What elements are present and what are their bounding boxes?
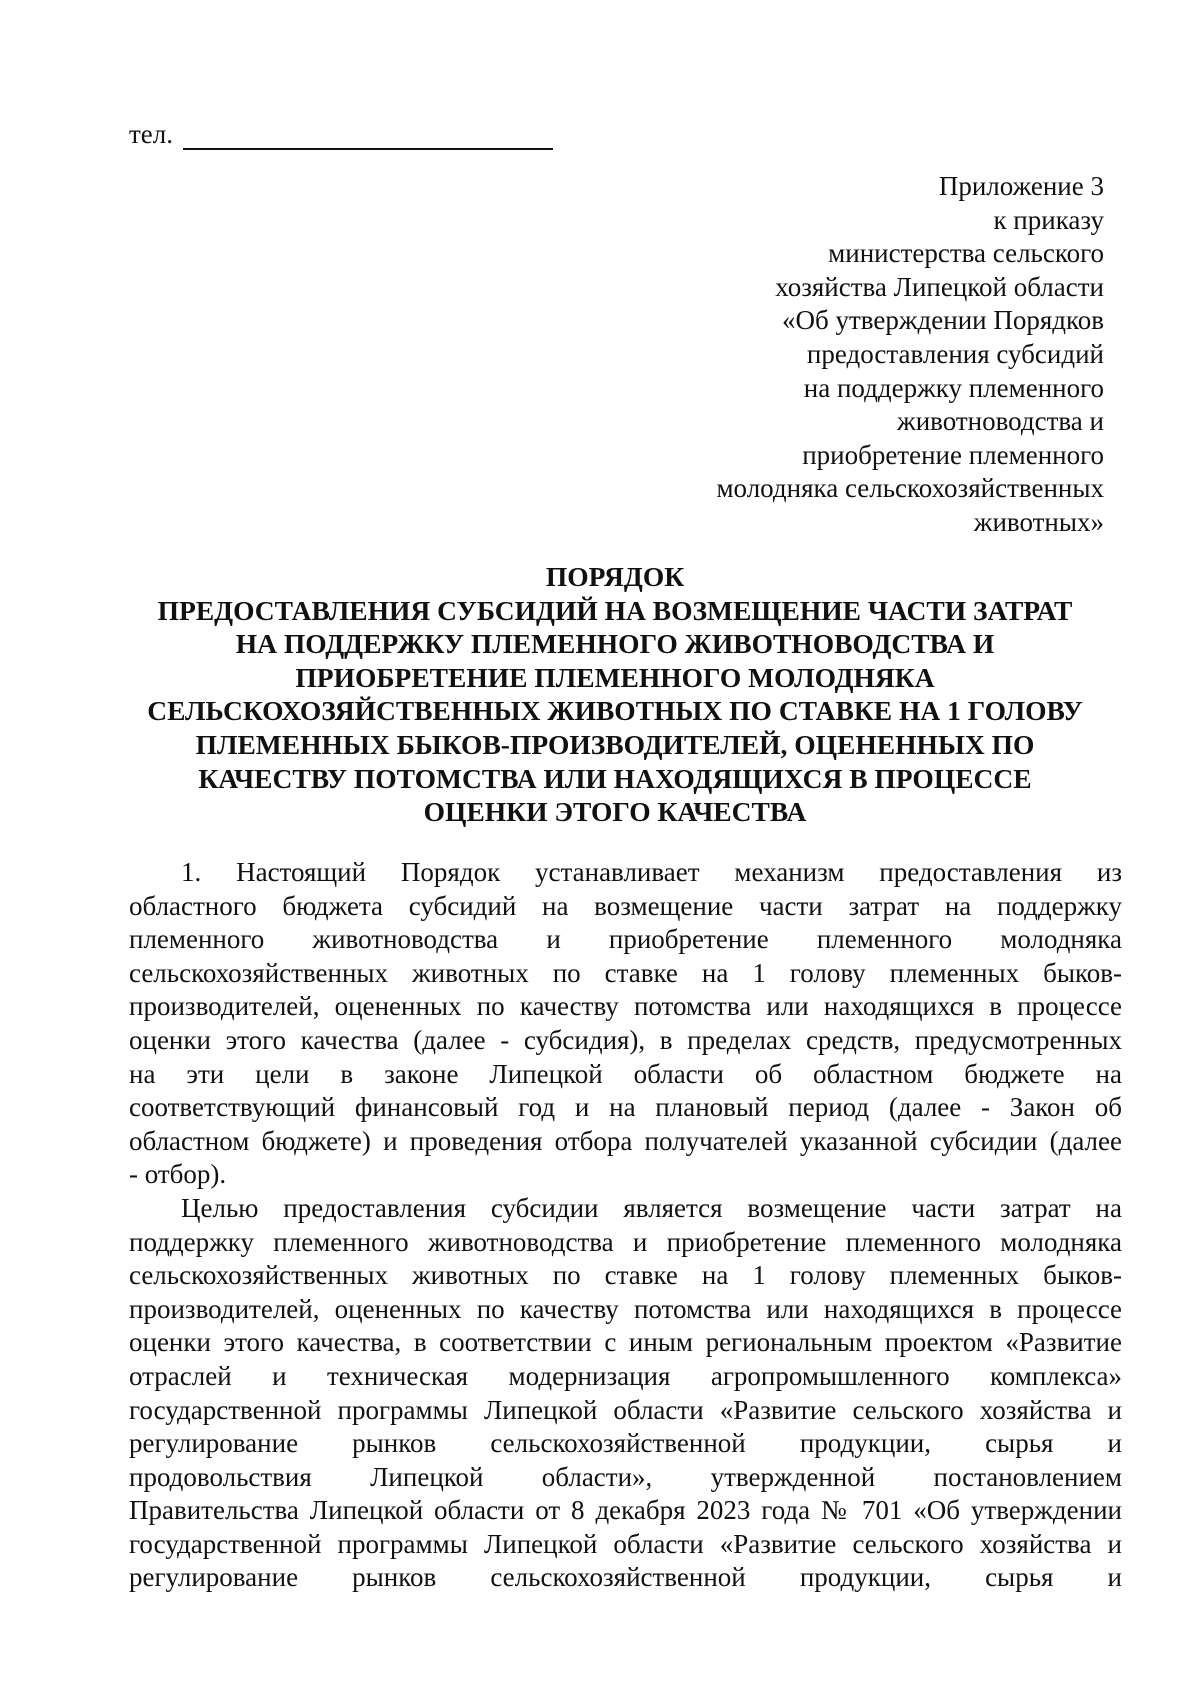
text-line: производителей, оцененных по качеству потомства или находящихся в процессе bbox=[129, 991, 1122, 1022]
document-title bbox=[110, 560, 1120, 829]
appendix-line: Приложение 3 bbox=[938, 171, 1104, 201]
text-line: Целью предоставления субсидии является возмещение части затрат на bbox=[181, 1192, 1122, 1223]
text-line: государственной программы Липецкой области «Развитие сельского хозяйства и bbox=[129, 1394, 1122, 1425]
text-line: оценки этого качества (далее - субсидия), в пределах средств, предусмотренных bbox=[129, 1024, 1122, 1055]
paragraph-2 bbox=[129, 1192, 1122, 1595]
text-line: отраслей и техническая модернизация агропромышленного комплекса» bbox=[129, 1360, 1122, 1391]
title-line: ПРЕДОСТАВЛЕНИЯ СУБСИДИЙ НА ВОЗМЕЩЕНИЕ ЧАСТИ ЗАТРАТ bbox=[157, 594, 1073, 626]
title-line: СЕЛЬСКОХОЗЯЙСТВЕННЫХ ЖИВОТНЫХ ПО СТАВКЕ НА 1 ГОЛОВУ bbox=[147, 695, 1083, 727]
text-line: продовольствия Липецкой области», утвержденной постановлением bbox=[129, 1461, 1122, 1492]
text-line: Правительства Липецкой области от 8 декабря 2023 года № 701 «Об утверждении bbox=[129, 1495, 1122, 1526]
text-line: государственной программы Липецкой области «Развитие сельского хозяйства и bbox=[129, 1528, 1122, 1559]
phone-blank-underline bbox=[183, 124, 553, 150]
text-line: производителей, оцененных по качеству потомства или находящихся в процессе bbox=[129, 1293, 1122, 1324]
appendix-line: животноводства и bbox=[897, 406, 1104, 437]
text-line: сельскохозяйственных животных по ставке на 1 голову племенных быков- bbox=[129, 957, 1122, 988]
title-line: ПЛЕМЕННЫХ БЫКОВ-ПРОИЗВОДИТЕЛЕЙ, ОЦЕНЕННЫХ ПО bbox=[195, 728, 1035, 760]
document-body bbox=[129, 856, 1122, 1595]
phone-label: тел. bbox=[129, 119, 174, 149]
appendix-line: предоставления субсидий bbox=[806, 338, 1104, 369]
appendix-line: «Об утверждении Порядков bbox=[782, 305, 1104, 336]
text-line: на эти цели в законе Липецкой области об областном бюджете на bbox=[129, 1058, 1122, 1089]
title-line: ПРИОБРЕТЕНИЕ ПЛЕМЕННОГО МОЛОДНЯКА bbox=[295, 661, 935, 693]
title-line: КАЧЕСТВУ ПОТОМСТВА ИЛИ НАХОДЯЩИХСЯ В ПРОЦЕССЕ bbox=[198, 762, 1032, 794]
appendix-header bbox=[504, 170, 1104, 540]
appendix-line: хозяйства Липецкой области bbox=[775, 271, 1104, 302]
paragraph-1 bbox=[129, 856, 1122, 1192]
text-line: 1. Настоящий Порядок устанавливает механизм предоставления из bbox=[181, 857, 1122, 887]
text-line: областного бюджета субсидий на возмещение части затрат на поддержку bbox=[129, 890, 1122, 921]
text-line: регулирование рынков сельскохозяйственной продукции, сырья и bbox=[129, 1562, 1122, 1593]
text-line: соответствующий финансовый год и на плановый период (далее - Закон об bbox=[129, 1092, 1122, 1123]
text-line: сельскохозяйственных животных по ставке на 1 голову племенных быков- bbox=[129, 1260, 1122, 1291]
appendix-line: животных» bbox=[973, 506, 1104, 537]
title-line: ОЦЕНКИ ЭТОГО КАЧЕСТВА bbox=[423, 796, 807, 828]
phone-line bbox=[129, 118, 553, 150]
text-line: - отбор). bbox=[129, 1159, 227, 1190]
appendix-line: на поддержку племенного bbox=[803, 372, 1104, 403]
text-line: оценки этого качества, в соответствии с иным региональным проектом «Развитие bbox=[129, 1327, 1122, 1358]
title-line: ПОРЯДОК bbox=[545, 561, 685, 592]
appendix-line: к приказу bbox=[993, 204, 1104, 235]
appendix-line: молодняка сельскохозяйственных bbox=[716, 473, 1104, 504]
text-line: регулирование рынков сельскохозяйственной продукции, сырья и bbox=[129, 1428, 1122, 1459]
text-line: областном бюджете) и проведения отбора получателей указанной субсидии (далее bbox=[129, 1125, 1122, 1156]
appendix-line: приобретение племенного bbox=[802, 439, 1104, 470]
title-line: НА ПОДДЕРЖКУ ПЛЕМЕННОГО ЖИВОТНОВОДСТВА И bbox=[235, 628, 995, 660]
text-line: племенного животноводства и приобретение племенного молодняка bbox=[129, 924, 1122, 955]
text-line: поддержку племенного животноводства и приобретение племенного молодняка bbox=[129, 1226, 1122, 1257]
appendix-line: министерства сельского bbox=[828, 238, 1104, 269]
